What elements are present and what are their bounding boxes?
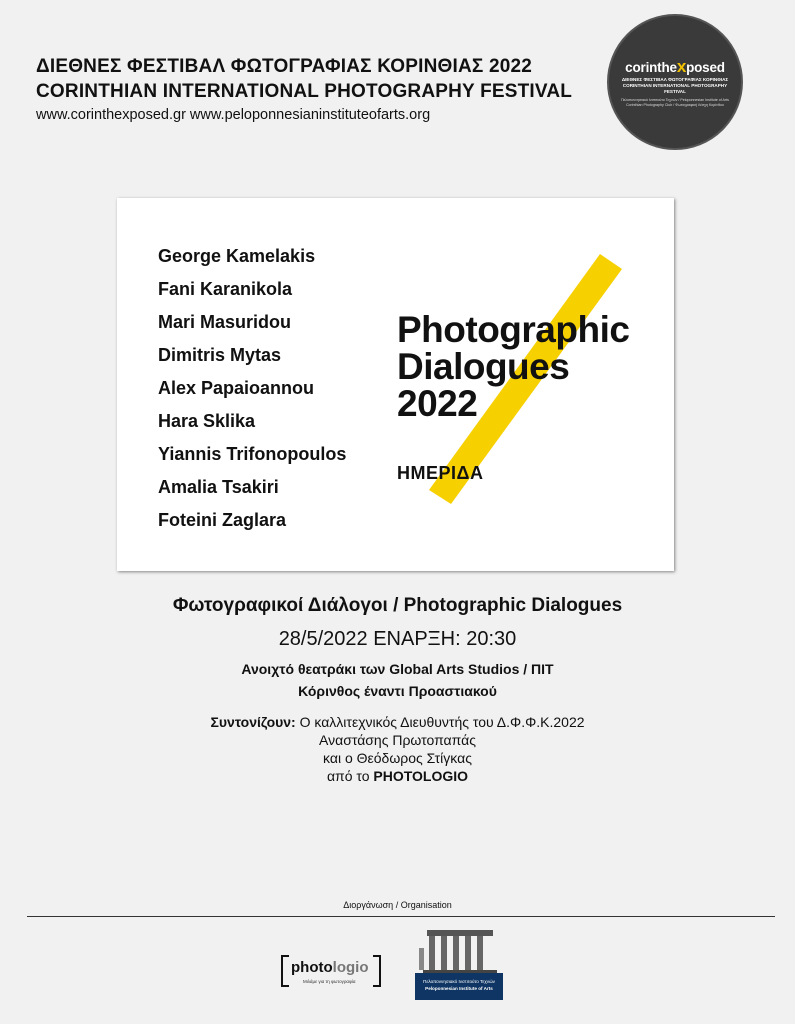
speaker-name: George Kamelakis: [158, 246, 316, 266]
organisation-label: Διοργάνωση / Organisation: [343, 900, 452, 910]
speaker-name: Amalia Tsakiri: [158, 477, 279, 497]
logo-small-line-1: Πελοποννησιακό Ινστιτούτο Τεχνών / Peloponnesian Institute of Arts: [621, 97, 729, 102]
logo-small-line-2: Corinthian Photography Club / Φωτογραφική Λέσχη Κορίνθου: [626, 102, 724, 107]
festival-title-english: CORINTHIAN INTERNATIONAL PHOTOGRAPHY FESTIVAL: [36, 81, 573, 102]
speaker-name: Dimitris Mytas: [158, 345, 282, 365]
event-coordinators: Συντονίζουν: Ο καλλιτεχνικός Διευθυντής του Δ.Φ.Φ.Κ.2022 Αναστάσης Πρωτοπαπάς και ο Θεόδωρος Στίγκας από το PHOTOLOGIO: [210, 714, 585, 784]
logo-subtitle-greek: ΔΙΕΘΝΕΣ ΦΕΣΤΙΒΑΛ ΦΩΤΟΓΡΑΦΙΑΣ ΚΟΡΙΝΘΙΑΣ: [621, 76, 729, 82]
event-title: Φωτογραφικοί Διάλογοι / Photographic Dialogues: [172, 595, 623, 616]
hmerida-subtitle: ΗΜΕΡΙΔΑ: [397, 463, 484, 483]
photographic-dialogues-title: Photographic Dialogues 2022: [397, 309, 630, 424]
temple-columns-icon: [415, 928, 503, 974]
event-date: 28/5/2022 ΕΝΑΡΞΗ: 20:30: [278, 628, 517, 650]
corinthexposed-logo: [607, 14, 743, 150]
speaker-name: Alex Papaioannou: [158, 378, 315, 398]
photologio-logo: photologio Μιλάμε για τη φωτογραφία: [281, 955, 381, 989]
festival-header: [36, 54, 572, 125]
speaker-name: Mari Masuridou: [158, 312, 292, 332]
speaker-name: Foteini Zaglara: [158, 510, 287, 530]
festival-urls: www.corinthexposed.gr www.peloponnesianinstituteofarts.org: [36, 107, 431, 123]
peloponnesian-institute-logo: Πελοποννησιακό Ινστιτούτο Τεχνών Peloponnesian Institute of Arts: [415, 928, 503, 1000]
logo-wordmark: corinthexposed: [625, 56, 725, 76]
speaker-name: Yiannis Trifonopoulos: [158, 444, 347, 464]
footer-divider: [27, 916, 775, 917]
event-venue: Ανοιχτό θεατράκι των Global Arts Studios / ΠΙΤ Κόρινθος έναντι Προαστιακού: [241, 661, 554, 699]
festival-title-greek: ΔΙΕΘΝΕΣ ΦΕΣΤΙΒΑΛ ΦΩΤΟΓΡΑΦΙΑΣ ΚΟΡΙΝΘΙΑΣ 2022: [36, 56, 533, 77]
speaker-name: Hara Sklika: [158, 411, 256, 431]
event-card: [117, 198, 674, 571]
speakers-list: [158, 240, 346, 537]
logo-subtitle-english: CORINTHIAN INTERNATIONAL PHOTOGRAPHY FESTIVAL: [622, 82, 728, 94]
speaker-name: Fani Karanikola: [158, 279, 293, 299]
